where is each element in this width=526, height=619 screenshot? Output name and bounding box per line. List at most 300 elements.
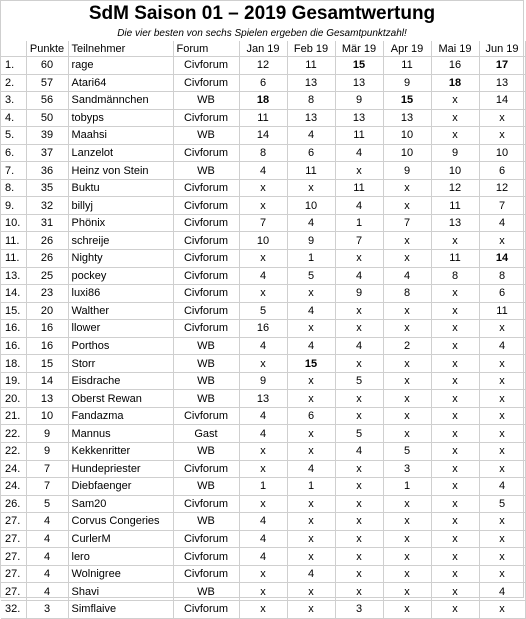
header-cell[interactable]: Feb 19 (287, 41, 335, 57)
forum-cell[interactable]: Civforum (173, 214, 239, 232)
points-cell[interactable]: 14 (26, 372, 68, 390)
month-score-cell[interactable]: 9 (239, 372, 287, 390)
month-score-cell[interactable]: x (383, 320, 431, 338)
month-score-cell[interactable]: 10 (383, 127, 431, 145)
month-score-cell[interactable]: x (383, 355, 431, 373)
month-score-cell[interactable]: 4 (239, 530, 287, 548)
participant-cell[interactable]: Kekkenritter (68, 443, 173, 461)
month-score-cell[interactable]: x (479, 443, 525, 461)
participant-cell[interactable]: CurlerM (68, 530, 173, 548)
points-cell[interactable]: 20 (26, 302, 68, 320)
month-score-cell[interactable]: x (383, 250, 431, 268)
points-cell[interactable]: 16 (26, 320, 68, 338)
participant-cell[interactable]: Buktu (68, 179, 173, 197)
month-score-cell[interactable]: x (431, 513, 479, 531)
month-score-cell[interactable]: 8 (479, 267, 525, 285)
points-cell[interactable]: 3 (26, 600, 68, 618)
month-score-cell[interactable]: 11 (383, 57, 431, 75)
rank-cell[interactable]: 14. (1, 285, 26, 303)
month-score-cell[interactable]: x (239, 600, 287, 618)
month-score-cell[interactable]: 14 (479, 250, 525, 268)
month-score-cell[interactable]: 7 (479, 197, 525, 215)
month-score-cell[interactable]: x (431, 583, 479, 601)
month-score-cell[interactable]: x (287, 372, 335, 390)
forum-cell[interactable]: Civforum (173, 267, 239, 285)
points-cell[interactable]: 57 (26, 74, 68, 92)
month-score-cell[interactable]: 6 (287, 407, 335, 425)
month-score-cell[interactable]: x (479, 355, 525, 373)
month-score-cell[interactable]: x (335, 548, 383, 566)
header-cell[interactable]: Punkte (26, 41, 68, 57)
month-score-cell[interactable]: 4 (335, 144, 383, 162)
month-score-cell[interactable]: x (239, 460, 287, 478)
forum-cell[interactable]: Civforum (173, 548, 239, 566)
points-cell[interactable]: 13 (26, 390, 68, 408)
month-score-cell[interactable]: 4 (479, 337, 525, 355)
participant-cell[interactable]: Diebfaenger (68, 478, 173, 496)
month-score-cell[interactable]: 13 (479, 74, 525, 92)
rank-cell[interactable]: 18. (1, 355, 26, 373)
points-cell[interactable]: 9 (26, 425, 68, 443)
participant-cell[interactable]: Sandmännchen (68, 92, 173, 110)
month-score-cell[interactable]: x (239, 443, 287, 461)
forum-cell[interactable]: Civforum (173, 179, 239, 197)
points-cell[interactable]: 4 (26, 530, 68, 548)
month-score-cell[interactable]: 6 (287, 144, 335, 162)
month-score-cell[interactable]: 4 (239, 425, 287, 443)
month-score-cell[interactable]: x (431, 425, 479, 443)
month-score-cell[interactable]: x (383, 197, 431, 215)
participant-cell[interactable]: pockey (68, 267, 173, 285)
month-score-cell[interactable]: 13 (431, 214, 479, 232)
month-score-cell[interactable]: 9 (335, 285, 383, 303)
forum-cell[interactable]: Gast (173, 425, 239, 443)
month-score-cell[interactable]: 5 (479, 495, 525, 513)
points-cell[interactable]: 5 (26, 495, 68, 513)
forum-cell[interactable]: WB (173, 92, 239, 110)
rank-cell[interactable]: 9. (1, 197, 26, 215)
month-score-cell[interactable]: x (335, 495, 383, 513)
rank-cell[interactable]: 27. (1, 565, 26, 583)
month-score-cell[interactable]: 4 (335, 337, 383, 355)
month-score-cell[interactable]: 11 (335, 127, 383, 145)
participant-cell[interactable]: Oberst Rewan (68, 390, 173, 408)
rank-cell[interactable]: 16. (1, 337, 26, 355)
month-score-cell[interactable]: 1 (383, 478, 431, 496)
month-score-cell[interactable]: x (335, 407, 383, 425)
month-score-cell[interactable]: 9 (335, 92, 383, 110)
header-cell[interactable] (1, 41, 26, 57)
forum-cell[interactable]: Civforum (173, 320, 239, 338)
month-score-cell[interactable]: x (479, 109, 525, 127)
month-score-cell[interactable]: x (287, 530, 335, 548)
month-score-cell[interactable]: x (335, 302, 383, 320)
month-score-cell[interactable]: 5 (383, 443, 431, 461)
month-score-cell[interactable]: x (383, 425, 431, 443)
month-score-cell[interactable]: x (431, 407, 479, 425)
month-score-cell[interactable]: 2 (383, 337, 431, 355)
rank-cell[interactable]: 24. (1, 478, 26, 496)
month-score-cell[interactable]: x (239, 583, 287, 601)
participant-cell[interactable]: Shavi (68, 583, 173, 601)
month-score-cell[interactable]: 1 (239, 478, 287, 496)
participant-cell[interactable]: luxi86 (68, 285, 173, 303)
participant-cell[interactable]: Phönix (68, 214, 173, 232)
month-score-cell[interactable]: 15 (287, 355, 335, 373)
rank-cell[interactable]: 8. (1, 179, 26, 197)
month-score-cell[interactable]: 12 (479, 179, 525, 197)
month-score-cell[interactable]: x (383, 600, 431, 618)
points-cell[interactable]: 25 (26, 267, 68, 285)
rank-cell[interactable]: 27. (1, 530, 26, 548)
month-score-cell[interactable]: 10 (239, 232, 287, 250)
points-cell[interactable]: 7 (26, 460, 68, 478)
month-score-cell[interactable]: 17 (479, 57, 525, 75)
month-score-cell[interactable]: 13 (287, 109, 335, 127)
forum-cell[interactable]: WB (173, 443, 239, 461)
month-score-cell[interactable]: 12 (239, 57, 287, 75)
participant-cell[interactable]: llower (68, 320, 173, 338)
month-score-cell[interactable]: x (431, 460, 479, 478)
header-cell[interactable]: Forum (173, 41, 239, 57)
month-score-cell[interactable]: x (239, 355, 287, 373)
month-score-cell[interactable]: x (431, 600, 479, 618)
month-score-cell[interactable]: x (431, 372, 479, 390)
month-score-cell[interactable]: 11 (431, 197, 479, 215)
forum-cell[interactable]: Civforum (173, 600, 239, 618)
points-cell[interactable]: 23 (26, 285, 68, 303)
month-score-cell[interactable]: 6 (479, 285, 525, 303)
rank-cell[interactable]: 26. (1, 495, 26, 513)
month-score-cell[interactable]: 1 (287, 250, 335, 268)
points-cell[interactable]: 4 (26, 513, 68, 531)
month-score-cell[interactable]: x (335, 355, 383, 373)
month-score-cell[interactable]: x (335, 460, 383, 478)
month-score-cell[interactable]: 10 (383, 144, 431, 162)
month-score-cell[interactable]: x (431, 530, 479, 548)
participant-cell[interactable]: Maahsi (68, 127, 173, 145)
month-score-cell[interactable]: x (287, 495, 335, 513)
month-score-cell[interactable]: 5 (335, 372, 383, 390)
rank-cell[interactable]: 6. (1, 144, 26, 162)
month-score-cell[interactable]: 4 (479, 214, 525, 232)
month-score-cell[interactable]: 16 (239, 320, 287, 338)
month-score-cell[interactable]: x (287, 320, 335, 338)
rank-cell[interactable]: 21. (1, 407, 26, 425)
month-score-cell[interactable]: 8 (383, 285, 431, 303)
month-score-cell[interactable]: 8 (239, 144, 287, 162)
month-score-cell[interactable]: 5 (335, 425, 383, 443)
participant-cell[interactable]: Atari64 (68, 74, 173, 92)
month-score-cell[interactable]: x (431, 443, 479, 461)
rank-cell[interactable]: 1. (1, 57, 26, 75)
rank-cell[interactable]: 20. (1, 390, 26, 408)
month-score-cell[interactable]: 4 (479, 478, 525, 496)
month-score-cell[interactable]: x (479, 530, 525, 548)
month-score-cell[interactable]: x (335, 250, 383, 268)
month-score-cell[interactable]: 4 (287, 337, 335, 355)
forum-cell[interactable]: Civforum (173, 285, 239, 303)
month-score-cell[interactable]: x (335, 478, 383, 496)
month-score-cell[interactable]: x (383, 583, 431, 601)
month-score-cell[interactable]: 12 (431, 179, 479, 197)
month-score-cell[interactable]: 1 (287, 478, 335, 496)
month-score-cell[interactable]: x (479, 127, 525, 145)
participant-cell[interactable]: lero (68, 548, 173, 566)
rank-cell[interactable]: 15. (1, 302, 26, 320)
forum-cell[interactable]: Civforum (173, 407, 239, 425)
month-score-cell[interactable]: 16 (431, 57, 479, 75)
rank-cell[interactable]: 2. (1, 74, 26, 92)
month-score-cell[interactable]: 18 (239, 92, 287, 110)
month-score-cell[interactable]: 8 (287, 92, 335, 110)
month-score-cell[interactable]: x (479, 548, 525, 566)
month-score-cell[interactable]: x (239, 565, 287, 583)
points-cell[interactable]: 16 (26, 337, 68, 355)
rank-cell[interactable]: 11. (1, 232, 26, 250)
rank-cell[interactable]: 3. (1, 92, 26, 110)
month-score-cell[interactable]: 4 (335, 443, 383, 461)
points-cell[interactable]: 35 (26, 179, 68, 197)
forum-cell[interactable]: Civforum (173, 197, 239, 215)
month-score-cell[interactable]: x (287, 583, 335, 601)
rank-cell[interactable]: 16. (1, 320, 26, 338)
points-cell[interactable]: 31 (26, 214, 68, 232)
month-score-cell[interactable]: 11 (239, 109, 287, 127)
participant-cell[interactable]: Wolnigree (68, 565, 173, 583)
forum-cell[interactable]: WB (173, 127, 239, 145)
participant-cell[interactable]: rage (68, 57, 173, 75)
month-score-cell[interactable]: x (383, 495, 431, 513)
month-score-cell[interactable]: 15 (383, 92, 431, 110)
header-cell[interactable]: Apr 19 (383, 41, 431, 57)
rank-cell[interactable]: 19. (1, 372, 26, 390)
month-score-cell[interactable]: 4 (239, 513, 287, 531)
points-cell[interactable]: 32 (26, 197, 68, 215)
month-score-cell[interactable]: x (479, 407, 525, 425)
points-cell[interactable]: 4 (26, 565, 68, 583)
month-score-cell[interactable]: x (383, 513, 431, 531)
month-score-cell[interactable]: 3 (335, 600, 383, 618)
month-score-cell[interactable]: 11 (335, 179, 383, 197)
month-score-cell[interactable]: x (431, 565, 479, 583)
month-score-cell[interactable]: 4 (287, 565, 335, 583)
month-score-cell[interactable]: x (479, 460, 525, 478)
month-score-cell[interactable]: 7 (239, 214, 287, 232)
forum-cell[interactable]: WB (173, 390, 239, 408)
month-score-cell[interactable]: 4 (239, 337, 287, 355)
forum-cell[interactable]: WB (173, 372, 239, 390)
month-score-cell[interactable]: 13 (335, 74, 383, 92)
month-score-cell[interactable]: x (431, 285, 479, 303)
participant-cell[interactable]: Nighty (68, 250, 173, 268)
points-cell[interactable]: 56 (26, 92, 68, 110)
points-cell[interactable]: 37 (26, 144, 68, 162)
month-score-cell[interactable]: 11 (287, 162, 335, 180)
forum-cell[interactable]: WB (173, 355, 239, 373)
points-cell[interactable]: 4 (26, 583, 68, 601)
month-score-cell[interactable]: 9 (431, 144, 479, 162)
forum-cell[interactable]: WB (173, 478, 239, 496)
participant-cell[interactable]: Heinz von Stein (68, 162, 173, 180)
forum-cell[interactable]: WB (173, 162, 239, 180)
points-cell[interactable]: 50 (26, 109, 68, 127)
month-score-cell[interactable]: x (383, 390, 431, 408)
participant-cell[interactable]: Corvus Congeries (68, 513, 173, 531)
points-cell[interactable]: 39 (26, 127, 68, 145)
forum-cell[interactable]: Civforum (173, 302, 239, 320)
forum-cell[interactable]: Civforum (173, 232, 239, 250)
rank-cell[interactable]: 27. (1, 548, 26, 566)
month-score-cell[interactable]: x (479, 232, 525, 250)
header-cell[interactable]: Mai 19 (431, 41, 479, 57)
month-score-cell[interactable]: x (383, 232, 431, 250)
month-score-cell[interactable]: 13 (335, 109, 383, 127)
month-score-cell[interactable]: 4 (287, 214, 335, 232)
month-score-cell[interactable]: x (431, 337, 479, 355)
rank-cell[interactable]: 4. (1, 109, 26, 127)
month-score-cell[interactable]: x (431, 390, 479, 408)
month-score-cell[interactable]: 9 (383, 74, 431, 92)
month-score-cell[interactable]: 7 (335, 232, 383, 250)
participant-cell[interactable]: tobyps (68, 109, 173, 127)
month-score-cell[interactable]: x (287, 179, 335, 197)
month-score-cell[interactable]: x (335, 162, 383, 180)
forum-cell[interactable]: Civforum (173, 109, 239, 127)
month-score-cell[interactable]: 4 (479, 583, 525, 601)
participant-cell[interactable]: Storr (68, 355, 173, 373)
rank-cell[interactable]: 32. (1, 600, 26, 618)
month-score-cell[interactable]: x (335, 320, 383, 338)
month-score-cell[interactable]: x (383, 179, 431, 197)
points-cell[interactable]: 36 (26, 162, 68, 180)
header-cell[interactable]: Jan 19 (239, 41, 287, 57)
participant-cell[interactable]: Lanzelot (68, 144, 173, 162)
month-score-cell[interactable]: 4 (383, 267, 431, 285)
participant-cell[interactable]: Fandazma (68, 407, 173, 425)
month-score-cell[interactable]: 4 (287, 302, 335, 320)
month-score-cell[interactable]: x (431, 109, 479, 127)
forum-cell[interactable]: Civforum (173, 495, 239, 513)
forum-cell[interactable]: WB (173, 513, 239, 531)
points-cell[interactable]: 60 (26, 57, 68, 75)
month-score-cell[interactable]: x (287, 513, 335, 531)
month-score-cell[interactable]: 4 (239, 548, 287, 566)
month-score-cell[interactable]: x (335, 583, 383, 601)
month-score-cell[interactable]: x (239, 285, 287, 303)
month-score-cell[interactable]: x (239, 179, 287, 197)
month-score-cell[interactable]: x (287, 425, 335, 443)
rank-cell[interactable]: 27. (1, 583, 26, 601)
month-score-cell[interactable]: x (287, 390, 335, 408)
month-score-cell[interactable]: 14 (239, 127, 287, 145)
forum-cell[interactable]: Civforum (173, 74, 239, 92)
participant-cell[interactable]: Walther (68, 302, 173, 320)
month-score-cell[interactable]: 13 (383, 109, 431, 127)
participant-cell[interactable]: Porthos (68, 337, 173, 355)
points-cell[interactable]: 15 (26, 355, 68, 373)
month-score-cell[interactable]: x (335, 513, 383, 531)
month-score-cell[interactable]: x (479, 600, 525, 618)
month-score-cell[interactable]: x (479, 372, 525, 390)
month-score-cell[interactable]: 18 (431, 74, 479, 92)
header-cell[interactable]: Teilnehmer (68, 41, 173, 57)
month-score-cell[interactable]: 14 (479, 92, 525, 110)
month-score-cell[interactable]: 10 (479, 144, 525, 162)
month-score-cell[interactable]: x (383, 407, 431, 425)
month-score-cell[interactable]: 11 (479, 302, 525, 320)
rank-cell[interactable]: 24. (1, 460, 26, 478)
rank-cell[interactable]: 11. (1, 250, 26, 268)
points-cell[interactable]: 9 (26, 443, 68, 461)
points-cell[interactable]: 4 (26, 548, 68, 566)
month-score-cell[interactable]: 5 (239, 302, 287, 320)
header-cell[interactable]: Jun 19 (479, 41, 525, 57)
month-score-cell[interactable]: x (383, 565, 431, 583)
month-score-cell[interactable]: x (335, 565, 383, 583)
month-score-cell[interactable]: 13 (239, 390, 287, 408)
month-score-cell[interactable]: x (287, 443, 335, 461)
month-score-cell[interactable]: 4 (287, 460, 335, 478)
month-score-cell[interactable]: 1 (335, 214, 383, 232)
month-score-cell[interactable]: x (383, 548, 431, 566)
month-score-cell[interactable]: x (431, 92, 479, 110)
month-score-cell[interactable]: x (239, 495, 287, 513)
forum-cell[interactable]: Civforum (173, 144, 239, 162)
points-cell[interactable]: 26 (26, 250, 68, 268)
month-score-cell[interactable]: 10 (287, 197, 335, 215)
month-score-cell[interactable]: 4 (287, 127, 335, 145)
header-cell[interactable]: Mär 19 (335, 41, 383, 57)
month-score-cell[interactable]: 5 (287, 267, 335, 285)
month-score-cell[interactable]: x (431, 355, 479, 373)
month-score-cell[interactable]: x (431, 127, 479, 145)
month-score-cell[interactable]: 4 (239, 407, 287, 425)
month-score-cell[interactable]: 15 (335, 57, 383, 75)
month-score-cell[interactable]: x (479, 565, 525, 583)
participant-cell[interactable]: Mannus (68, 425, 173, 443)
month-score-cell[interactable]: 10 (431, 162, 479, 180)
rank-cell[interactable]: 13. (1, 267, 26, 285)
rank-cell[interactable]: 5. (1, 127, 26, 145)
participant-cell[interactable]: Eisdrache (68, 372, 173, 390)
rank-cell[interactable]: 7. (1, 162, 26, 180)
forum-cell[interactable]: WB (173, 583, 239, 601)
month-score-cell[interactable]: x (479, 513, 525, 531)
month-score-cell[interactable]: 4 (239, 267, 287, 285)
participant-cell[interactable]: Simflaive (68, 600, 173, 618)
participant-cell[interactable]: Hundepriester (68, 460, 173, 478)
month-score-cell[interactable]: 13 (287, 74, 335, 92)
month-score-cell[interactable]: 6 (479, 162, 525, 180)
month-score-cell[interactable]: x (431, 232, 479, 250)
forum-cell[interactable]: Civforum (173, 530, 239, 548)
month-score-cell[interactable]: x (431, 548, 479, 566)
month-score-cell[interactable]: x (383, 302, 431, 320)
month-score-cell[interactable]: x (239, 197, 287, 215)
forum-cell[interactable]: Civforum (173, 250, 239, 268)
month-score-cell[interactable]: x (287, 285, 335, 303)
points-cell[interactable]: 7 (26, 478, 68, 496)
rank-cell[interactable]: 10. (1, 214, 26, 232)
forum-cell[interactable]: WB (173, 337, 239, 355)
month-score-cell[interactable]: x (383, 530, 431, 548)
month-score-cell[interactable]: 8 (431, 267, 479, 285)
forum-cell[interactable]: Civforum (173, 460, 239, 478)
participant-cell[interactable]: schreije (68, 232, 173, 250)
month-score-cell[interactable]: 9 (287, 232, 335, 250)
rank-cell[interactable]: 22. (1, 425, 26, 443)
